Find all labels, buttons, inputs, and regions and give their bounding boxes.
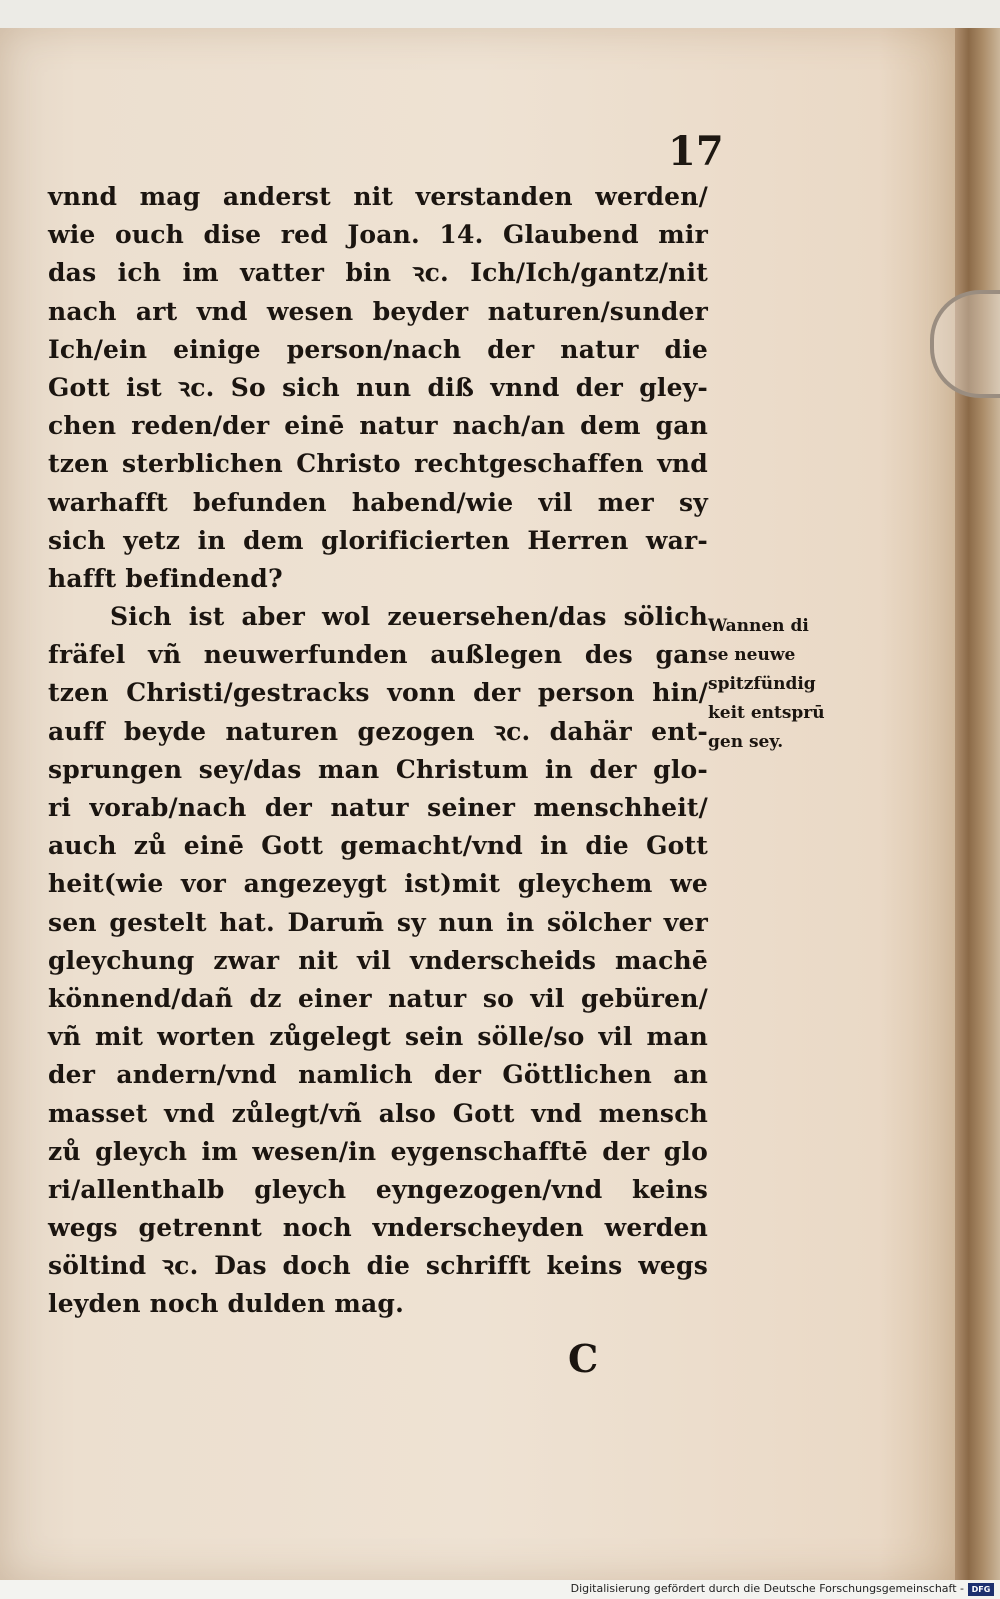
main-text-block bbox=[48, 178, 708, 1324]
text-line: Gott ist ꝛc. So sich nun diß vnnd der gley- bbox=[48, 372, 708, 402]
signature-mark: C bbox=[568, 1336, 599, 1381]
text-line: warhafft befunden habend/wie vil mer sy bbox=[48, 487, 708, 517]
text-line: vñ mit worten zůgelegt sein sölle/so vil man bbox=[48, 1022, 708, 1052]
text-line: leyden noch dulden mag. bbox=[48, 1289, 405, 1319]
footer-credit: Digitalisierung gefördert durch die Deutsche Forschungsgemeinschaft - bbox=[570, 1582, 964, 1595]
text-line: tzen sterblichen Christo rechtgeschaffen vnd bbox=[48, 449, 708, 479]
margin-note-line: se neuwe bbox=[708, 645, 796, 665]
text-line: das ich im vatter bin ꝛc. Ich/Ich/gantz/nit bbox=[48, 258, 708, 288]
text-line: tzen Christi/gestracks vonn der person hin/ bbox=[48, 678, 708, 708]
text-line: könnend/dañ dz einer natur so vil gebüren/ bbox=[48, 983, 708, 1013]
text-line: ri vorab/nach der natur seiner menschheit/ bbox=[48, 793, 708, 822]
text-line: masset vnd zůlegt/vñ also Gott vnd mensch bbox=[48, 1098, 708, 1128]
text-line: gleychung zwar nit vil vnderscheids machē bbox=[48, 945, 708, 975]
text-line: vnnd mag anderst nit verstanden werden/ bbox=[48, 182, 708, 211]
text-line: heit(wie vor angezeygt ist)mit gleychem we bbox=[48, 869, 708, 899]
margin-note-line: Wannen di bbox=[708, 616, 809, 636]
text-line: zů gleych im wesen/in eygenschafftē der glo bbox=[48, 1136, 708, 1166]
margin-note-line: spitzfündig bbox=[708, 674, 816, 694]
margin-note-line: gen sey. bbox=[708, 732, 784, 752]
text-line: nach art vnd wesen beyder naturen/sunder bbox=[48, 296, 708, 326]
dfg-logo: DFG bbox=[968, 1583, 994, 1596]
text-line: Sich ist aber wol zeuersehen/das sölich bbox=[110, 602, 708, 632]
text-line: sich yetz in dem glorificierten Herren war- bbox=[48, 525, 708, 555]
text-line: sprungen sey/das man Christum in der glo- bbox=[48, 754, 708, 784]
text-line: wegs getrennt noch vnderscheyden werden bbox=[48, 1213, 708, 1243]
text-line: sen gestelt hat. Darum̄ sy nun in sölcher ver bbox=[48, 907, 708, 937]
text-line: fräfel vñ neuwerfunden außlegen des gan bbox=[48, 640, 708, 670]
text-line: der andern/vnd namlich der Göttlichen an bbox=[48, 1060, 708, 1090]
page-number: 17 bbox=[668, 128, 724, 175]
text-line: hafft befindend? bbox=[48, 563, 283, 593]
text-line: chen reden/der einē natur nach/an dem gan bbox=[48, 411, 708, 441]
text-line: Ich/ein einige person/nach der natur die bbox=[48, 334, 708, 364]
text-line: auff beyde naturen gezogen ꝛc. dahär ent- bbox=[48, 716, 708, 746]
text-line: wie ouch dise red Joan. 14. Glaubend mir bbox=[48, 220, 708, 250]
margin-note-line: keit entsprū bbox=[708, 703, 825, 723]
book-edge bbox=[955, 28, 1000, 1580]
text-line: ri/allenthalb gleych eyngezogen/vnd keins bbox=[48, 1174, 708, 1204]
margin-note bbox=[708, 612, 843, 757]
text-line: söltind ꝛc. Das doch die schrifft keins wegs bbox=[48, 1251, 708, 1281]
text-line: auch zů einē Gott gemacht/vnd in die Gott bbox=[48, 831, 708, 861]
